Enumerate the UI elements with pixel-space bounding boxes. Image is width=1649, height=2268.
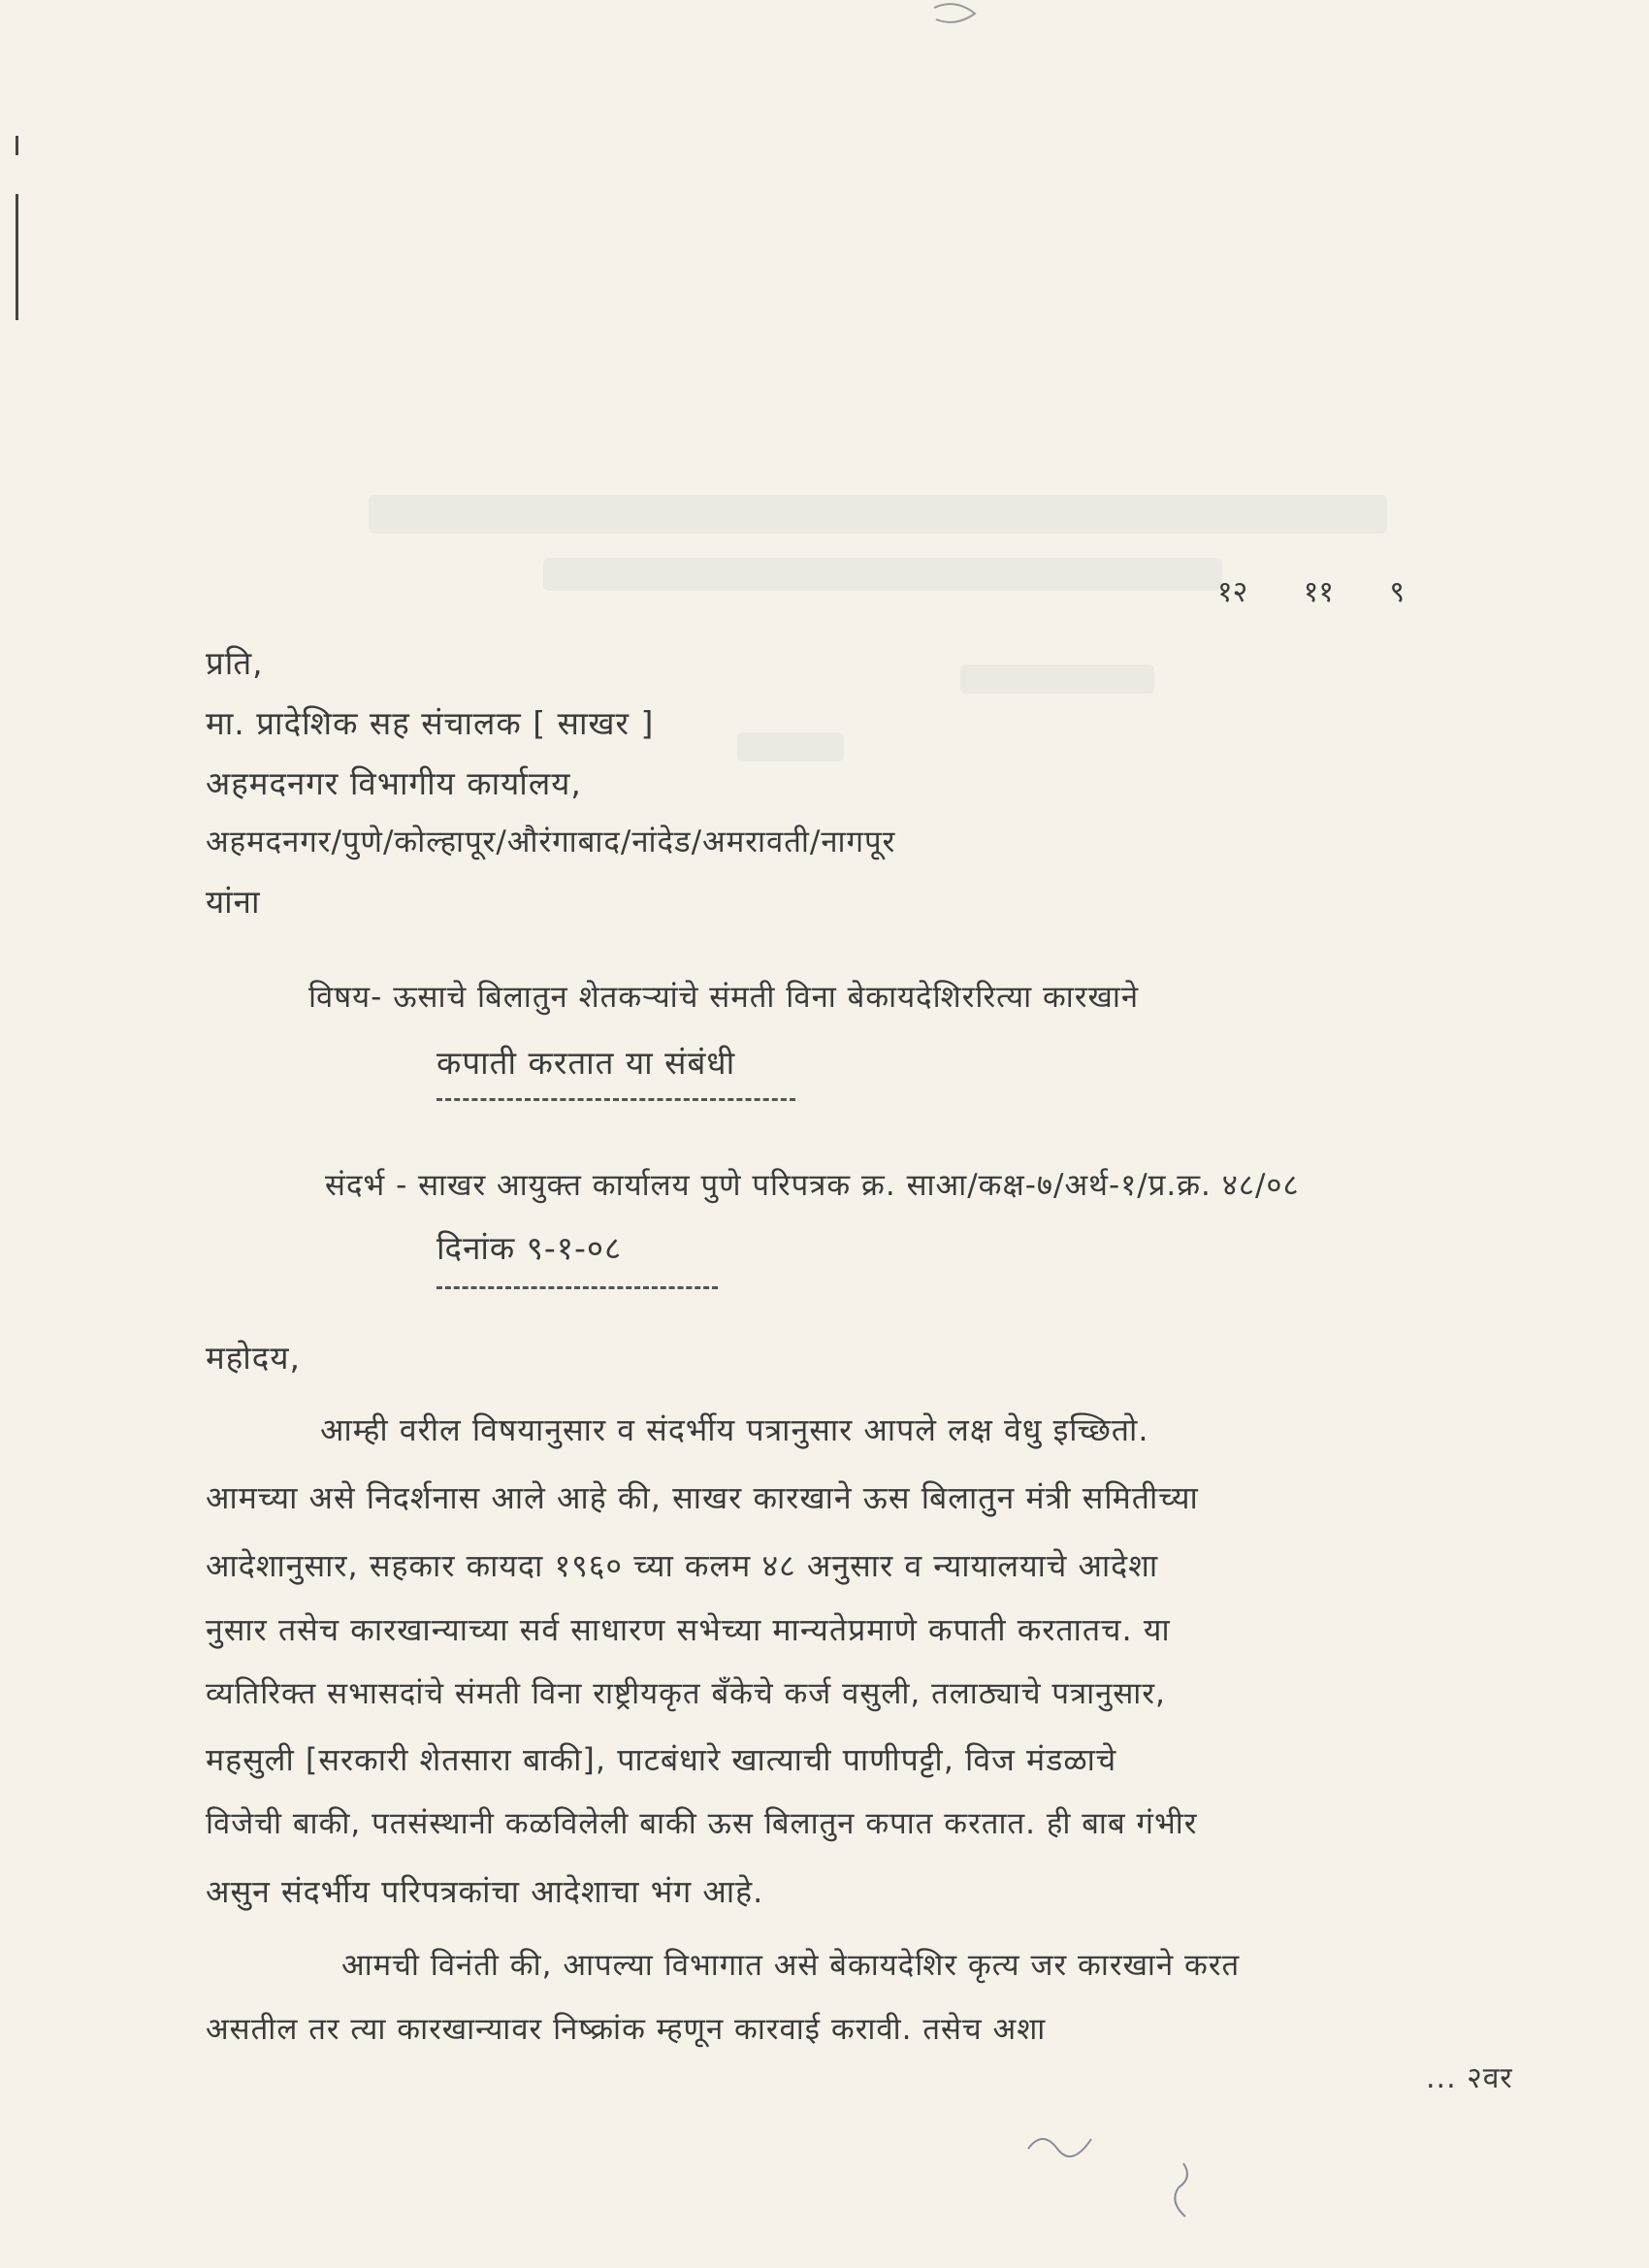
recipient-designation: मा. प्रादेशिक सह संचालक [ साखर ] [206, 704, 655, 742]
letter-date: १२ ११ ९ [1217, 575, 1406, 609]
subject-line-2: कपाती करतात या संबंधी [436, 1044, 736, 1082]
body-para2-line: असतील तर त्या कारखान्यावर निष्क्रांक म्हणून कारवाई करावी. तसेच अशा [206, 2012, 1047, 2047]
recipient-office: अहमदनगर विभागीय कार्यालय, [206, 764, 582, 802]
reference-underline [436, 1286, 718, 1289]
pen-squiggle [1023, 2120, 1101, 2172]
subject-line-1: विषय- ऊसाचे बिलातुन शेतकऱ्यांचे संमती विना बेकायदेशिररित्या कारखाने [308, 980, 1140, 1015]
bleed-through-text [543, 558, 1222, 591]
recipient-cities: अहमदनगर/पुणे/कोल्हापूर/औरंगाबाद/नांदेड/अमरावती/नागपूर [206, 825, 896, 859]
recipient-suffix: यांना [206, 883, 261, 921]
body-para1-line: विजेची बाकी, पतसंस्थानी कळविलेली बाकी ऊस बिलातुन कपात करतात. ही बाब गंभीर [206, 1806, 1198, 1841]
body-para1-line: नुसार तसेच कारखान्याच्या सर्व साधारण सभेच्या मान्यतेप्रमाणे कपाती करतातच. या [206, 1611, 1171, 1648]
subject-underline [436, 1098, 795, 1101]
scan-edge-mark [16, 194, 18, 320]
reference-line-1: संदर्भ - साखर आयुक्त कार्यालय पुणे परिपत्रक क्र. साआ/कक्ष-७/अर्थ-१/प्र.क्र. ४८/०८ [325, 1168, 1300, 1203]
page-continuation: ... २वर [1426, 2061, 1513, 2095]
bleed-through-text [960, 664, 1154, 694]
scan-edge-mark [16, 136, 18, 155]
body-para1-line: असुन संदर्भीय परिपत्रकांचा आदेशाचा भंग आहे. [206, 1873, 764, 1910]
pen-squiggle [1164, 2158, 1203, 2230]
body-para1-line: आदेशानुसार, सहकार कायदा १९६० च्या कलम ४८ अनुसार व न्यायालयाचे आदेशा [206, 1547, 1159, 1584]
salutation: महोदय, [206, 1339, 301, 1377]
reference-date: दिनांक ९-१-०८ [436, 1229, 623, 1267]
recipient-prefix: प्रति, [206, 644, 264, 682]
bleed-through-text [369, 495, 1387, 534]
body-para1-line: आम्ही वरील विषयानुसार व संदर्भीय पत्रानुसार आपले लक्ष वेधु इच्छितो. [320, 1411, 1149, 1448]
body-para1-line: आमच्या असे निदर्शनास आले आहे की, साखर कारखाने ऊस बिलातुन मंत्री समितीच्या [206, 1479, 1199, 1516]
body-para2-line: आमची विनंती की, आपल्या विभागात असे बेकायदेशिर कृत्य जर कारखाने करत [341, 1948, 1241, 1983]
body-para1-line: महसुली [सरकारी शेतसारा बाकी], पाटबंधारे खात्याची पाणीपट्टी, विज मंडळाचे [206, 1741, 1117, 1778]
pen-mark-top [926, 0, 985, 40]
body-para1-line: व्यतिरिक्त सभासदांचे संमती विना राष्ट्रीयकृत बँकेचे कर्ज वसुली, तलाठ्याचे पत्रानुसार, [206, 1676, 1166, 1711]
bleed-through-text [737, 732, 844, 761]
